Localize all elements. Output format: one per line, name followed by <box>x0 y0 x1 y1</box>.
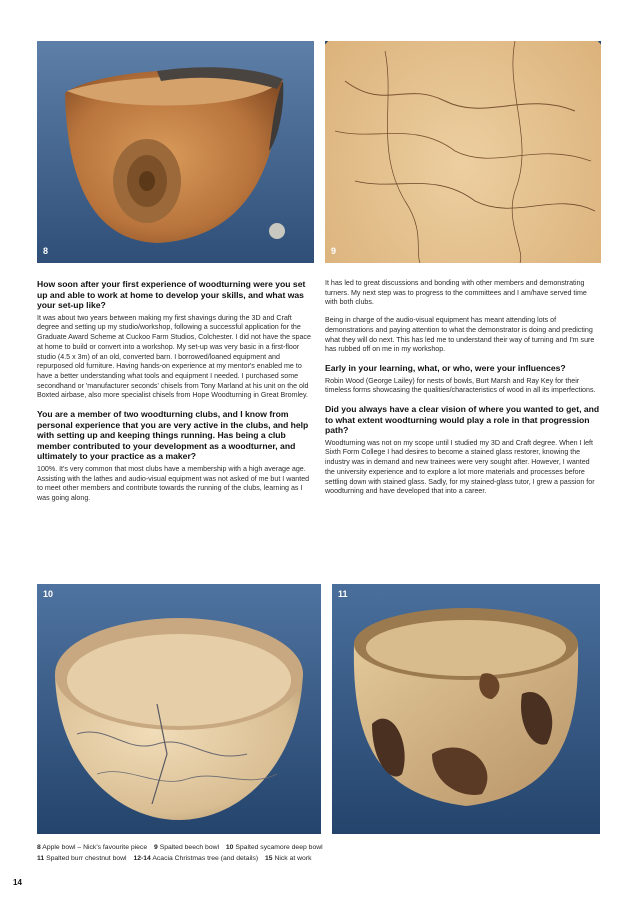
interview-question: How soon after your first experience of woodturning were you set up and able to work at home to develop your skills, and what was your set-up like? <box>37 279 306 311</box>
photo-spalted-beech-bowl <box>325 41 601 263</box>
caption-number: 10 <box>225 844 234 851</box>
photo-number-10: 10 <box>43 589 54 599</box>
caption-line <box>37 854 603 865</box>
photo-spalted-sycamore-bowl <box>37 584 321 834</box>
photo-number-8: 8 <box>43 246 49 256</box>
article-column-right <box>325 279 601 505</box>
photo-number-9: 9 <box>331 246 337 256</box>
apple-bowl-image <box>37 41 314 263</box>
burr-chestnut-bowl-image <box>332 584 600 834</box>
interview-question: You are a member of two woodturning clubs, and I know from personal experience that you are very active in the clubs, and help with setting up and keeping things running. Has being a club member contributed to your development as a woodturner, and ultimately to your practice as a maker? <box>37 409 309 462</box>
caption-number: 9 <box>154 844 158 851</box>
page-number: 14 <box>13 878 22 887</box>
interview-answer: Robin Wood (George Lailey) for nests of bowls, Burt Marsh and Ray Key for their timeless forms showcasing the qualities/characteristics of wood in all its imperfections. <box>325 376 596 395</box>
interview-answer: Being in charge of the audio-visual equipment has meant attending lots of demonstrations and paying attention to what the demonstrator is doing and predicting what they will do next. This has led me to understand their way of turning and I'm sure has rubbed off on me in my workshop. <box>325 316 595 354</box>
caption-text: Spalted burr chestnut bowl <box>46 854 127 862</box>
photo-number-11: 11 <box>338 589 348 599</box>
caption-text: Spalted beech bowl <box>159 844 220 851</box>
caption-line <box>37 843 603 854</box>
caption-text: Spalted sycamore deep bowl <box>235 844 323 851</box>
spalted-beech-bowl-image <box>325 41 601 263</box>
interview-answer: Woodturning was not on my scope until I studied my 3D and Craft degree. When I left Sixth Form College I had desires to become a stained glass restorer, knowing the industry was in demand and new trainees were very sought after. However, I wanted the university experience and to explore a lot more materials and processes before settling down with stained glass. Sadly, for my stained-glass tutor, I grew a passion for woodturning and have developed that into a career. <box>325 438 595 496</box>
caption-number: 12-14 <box>133 854 151 862</box>
interview-question: Early in your learning, what, or who, were your influences? <box>325 362 566 373</box>
photo-burr-chestnut-bowl <box>332 584 600 834</box>
spalted-sycamore-bowl-image <box>37 584 321 834</box>
caption-number: 15 <box>265 854 273 862</box>
photo-captions <box>37 843 603 864</box>
caption-text: Nick at work <box>274 854 312 862</box>
interview-question: Did you always have a clear vision of where you wanted to get, and to what extent woodturning would play a role in that progression path? <box>325 403 600 436</box>
article-column-left <box>37 279 314 512</box>
caption-text: Apple bowl – Nick's favourite piece <box>42 844 148 851</box>
caption-text: Acacia Christmas tree (and details) <box>152 854 259 862</box>
photo-apple-bowl <box>37 41 314 263</box>
caption-number: 8 <box>37 844 41 851</box>
caption-number: 11 <box>37 854 45 862</box>
interview-answer: It was about two years between making my first shavings during the 3D and Craft degree and setting up my studio/workshop, following a successful application for the Graduate Award Scheme at Cuckoo Farm Studios, Colchester. I did not have the space at home to build or convert into a workshop. My set-up was very basic in a first-floor studio (4.5 x 3m) of an old, converted barn. I borrowed/loaned equipment and repurposed old furniture. Having hands-on experience at my mentor's enabled me to have a better understanding what tools and equipment I needed. I purchased some secondhand or 'manufacturer seconds' chisels from Tony Marland at his unit on the old Boxted airbase, also more specialist chisels from Hope Woodturning in Great Bromley. <box>37 313 311 400</box>
interview-answer: It has led to great discussions and bonding with other members and demonstrating turners. My next step was to progress to the committees and I am/have served time with both clubs. <box>325 279 587 307</box>
interview-answer: 100%. It's very common that most clubs have a membership with a high average age. Assisting with the lathes and audio-visual equipment was not asked of me but I wanted to meet other members and contribute towards the running of the clubs, learning as I was going along. <box>37 465 310 503</box>
